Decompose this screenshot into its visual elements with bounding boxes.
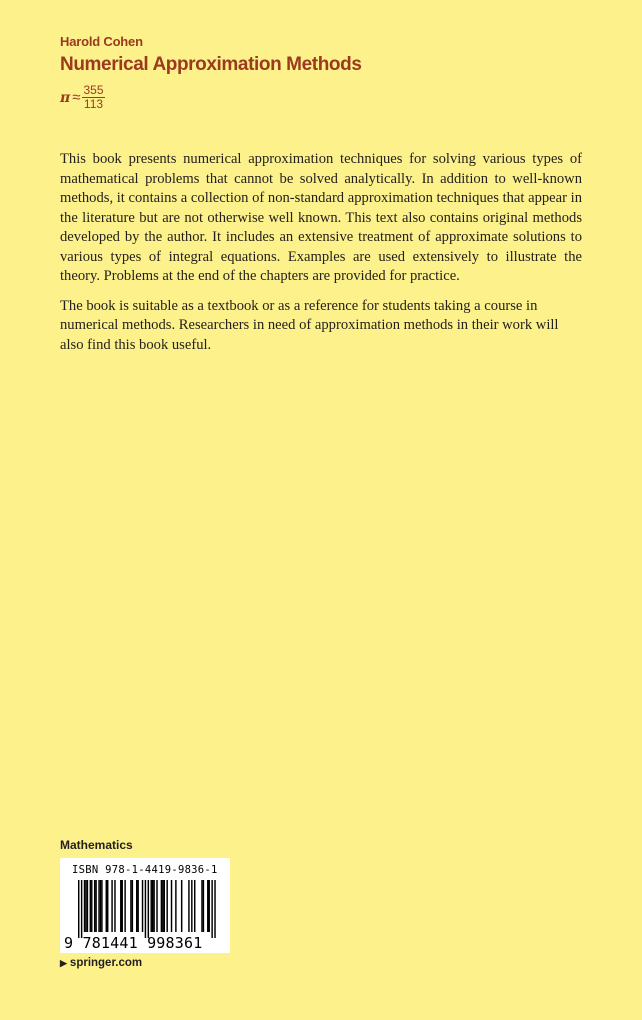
barcode-bar: [191, 880, 192, 932]
author-name: Harold Cohen: [60, 34, 143, 49]
barcode-bar: [142, 880, 143, 932]
barcode-bar: [130, 880, 131, 932]
barcode-bar: [214, 880, 215, 938]
barcode-bar: [156, 880, 157, 932]
barcode-bar: [181, 880, 182, 932]
barcode-bar: [136, 880, 137, 932]
barcode-bar: [78, 880, 79, 938]
barcode-bar: [145, 880, 146, 938]
barcode-bar: [91, 880, 92, 932]
barcode-bar: [114, 880, 115, 932]
barcode-bar: [122, 880, 123, 932]
publisher-url: springer.com: [69, 957, 143, 969]
approx-symbol: ≈: [72, 89, 81, 106]
barcode-bar: [137, 880, 138, 932]
barcode-bar: [98, 880, 99, 932]
barcode-bar: [107, 880, 108, 932]
pi-symbol: π: [60, 89, 71, 106]
barcode-bar: [188, 880, 189, 932]
book-description: [60, 150, 582, 365]
arrow-right-icon: ▶: [60, 957, 67, 968]
barcode-bar: [148, 880, 149, 938]
barcode-bar: [209, 880, 210, 932]
barcode-bar: [164, 880, 165, 932]
barcode-bar: [124, 880, 125, 932]
barcode-digits: 9 781441 998361: [64, 934, 203, 952]
barcode-bar: [207, 880, 208, 932]
fraction-numerator: 355: [83, 83, 104, 97]
description-paragraph-1: This book presents numerical approximation techniques for solving various types of mathematical problems that cannot be solved analytically. In addition to well-known methods, it contains a collection of non-standard approximation techniques that appear in the literature but are not otherwise well known. This text also contains original methods developed by the author. It includes an extensive treatment of approximate solutions to various types of integral equations. Examples are used extensively to illustrate the theory. Problems at the end of the chapters are provided for practice.: [60, 151, 582, 284]
barcode-bar: [90, 880, 91, 932]
barcode-bar: [201, 880, 202, 932]
barcode-bar: [151, 880, 152, 932]
barcode-bar: [171, 880, 172, 932]
barcode-bar: [101, 880, 102, 932]
barcode-bar: [111, 880, 112, 932]
description-paragraph-2: The book is suitable as a textbook or as a reference for students taking a course in numerical methods. Researchers in need of approximation methods in their work will also find this book useful.: [60, 297, 559, 353]
fraction: [82, 84, 104, 111]
barcode-bar: [106, 880, 107, 932]
barcode-bar: [84, 880, 85, 932]
barcode-bar: [166, 880, 167, 932]
barcode-bar: [120, 880, 121, 932]
barcode-bar: [94, 880, 95, 932]
barcode-bar: [152, 880, 153, 932]
barcode-bar: [132, 880, 133, 932]
barcode-bar: [81, 880, 82, 938]
subject-category: Mathematics: [60, 838, 133, 852]
fraction-denominator: 113: [83, 97, 104, 111]
isbn-barcode: [60, 858, 230, 953]
publisher-link[interactable]: [60, 957, 142, 969]
barcode-bar: [100, 880, 101, 932]
barcode-bar: [161, 880, 162, 932]
barcode-bar: [162, 880, 163, 932]
barcode-bar: [203, 880, 204, 932]
book-title: Numerical Approximation Methods: [60, 54, 362, 75]
pi-approximation-formula: [60, 84, 105, 111]
barcode-bar: [95, 880, 96, 932]
barcode-bar: [175, 880, 176, 932]
isbn-label: ISBN 978-1-4419-9836-1: [72, 864, 218, 876]
barcode-bar: [87, 880, 88, 932]
barcode-bar: [211, 880, 212, 938]
barcode-bar: [153, 880, 154, 932]
barcode-bar: [85, 880, 86, 932]
barcode-bar: [194, 880, 195, 932]
